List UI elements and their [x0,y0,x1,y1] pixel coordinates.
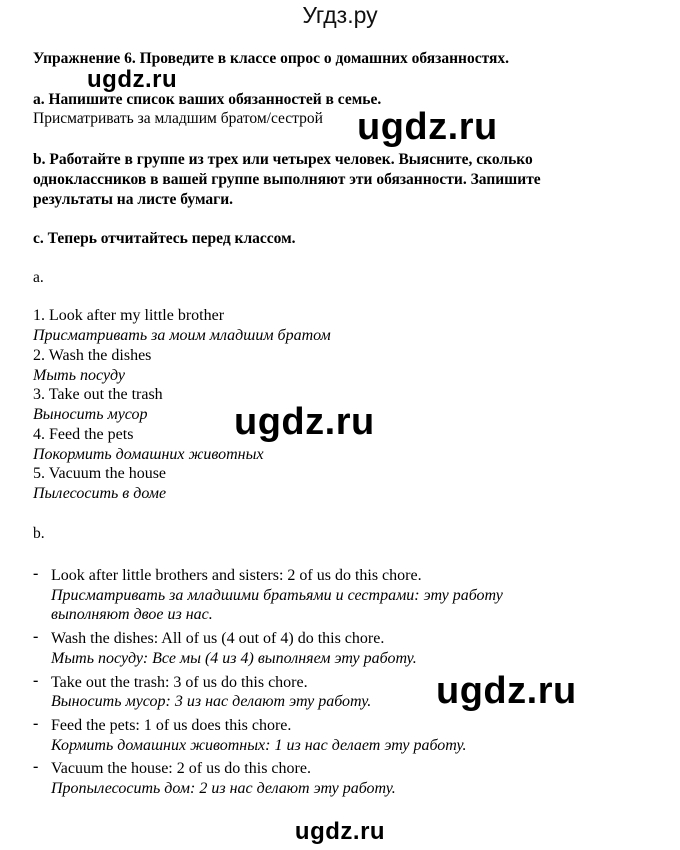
bullet-dash: - [33,758,39,775]
answer-a-item-en: 1. Look after my little brother [33,307,225,324]
bullet-dash: - [33,672,39,689]
site-title: Угдз.ру [302,2,378,28]
watermark: ugdz.ru [436,670,577,712]
answer-b-item-ru: Кормить домашних животных: 1 из нас делает эту работу. [51,737,467,754]
watermark: ugdz.ru [357,106,498,148]
answer-b-item-en: Wash the dishes: All of us (4 out of 4) do this chore. [51,630,385,647]
answer-a-item-ru: Выносить мусор [33,406,148,423]
task-title: Упражнение 6. Проведите в классе опрос о домашних обязанностях. [33,50,510,67]
watermark-footer: ugdz.ru [294,818,386,845]
answer-b-label: b. [33,525,45,542]
answer-b-item-en: Feed the pets: 1 of us does this chore. [51,717,292,734]
task-part-b-line: b. Работайте в группе из трех или четырех человек. Выясните, сколько [33,151,533,168]
answer-b-item-ru: Мыть посуду: Все мы (4 из 4) выполняем эту работу. [51,650,417,667]
watermark: ugdz.ru [234,401,375,443]
answer-a-item-en: 5. Vacuum the house [33,465,167,482]
answer-b-item-en: Look after little brothers and sisters: 2 of us do this chore. [51,567,422,584]
answer-b-item-ru: Выносить мусор: 3 из нас делают эту работу. [51,693,372,710]
task-part-c: c. Теперь отчитайтесь перед классом. [33,230,296,247]
answer-a-item-en: 3. Take out the trash [33,386,163,403]
answer-a-item-ru: Присматривать за моим младшим братом [33,327,331,344]
watermark: ugdz.ru [87,66,178,93]
answer-b-item-en: Vacuum the house: 2 of us do this chore. [51,760,311,777]
bullet-dash: - [33,715,39,732]
answer-b-item-en: Take out the trash: 3 of us do this chore. [51,674,308,691]
answer-a-item-en: 2. Wash the dishes [33,347,152,364]
bullet-dash: - [33,565,39,582]
answer-a-item-ru: Мыть посуду [33,367,126,384]
task-part-a: a. Напишите список ваших обязанностей в семье. [33,91,382,108]
bullet-dash: - [33,628,39,645]
task-part-b-line: результаты на листе бумаги. [33,191,233,208]
answer-b-item-ru: Пропылесосить дом: 2 из нас делают эту работу. [51,780,396,797]
answer-a-item-ru: Пылесосить в доме [33,485,167,502]
answer-b-item-ru: Присматривать за младшими братьями и сестрами: эту работу [51,587,503,604]
answer-a-item-en: 4. Feed the pets [33,426,134,443]
task-part-b-line: одноклассников в вашей группе выполняют эти обязанности. Запишите [33,171,541,188]
answer-a-label: a. [33,269,44,286]
task-part-a-example: Присматривать за младшим братом/сестрой [33,110,323,127]
answer-b-item-ru: выполняют двое из нас. [51,606,213,623]
answer-a-item-ru: Покормить домашних животных [33,446,264,463]
